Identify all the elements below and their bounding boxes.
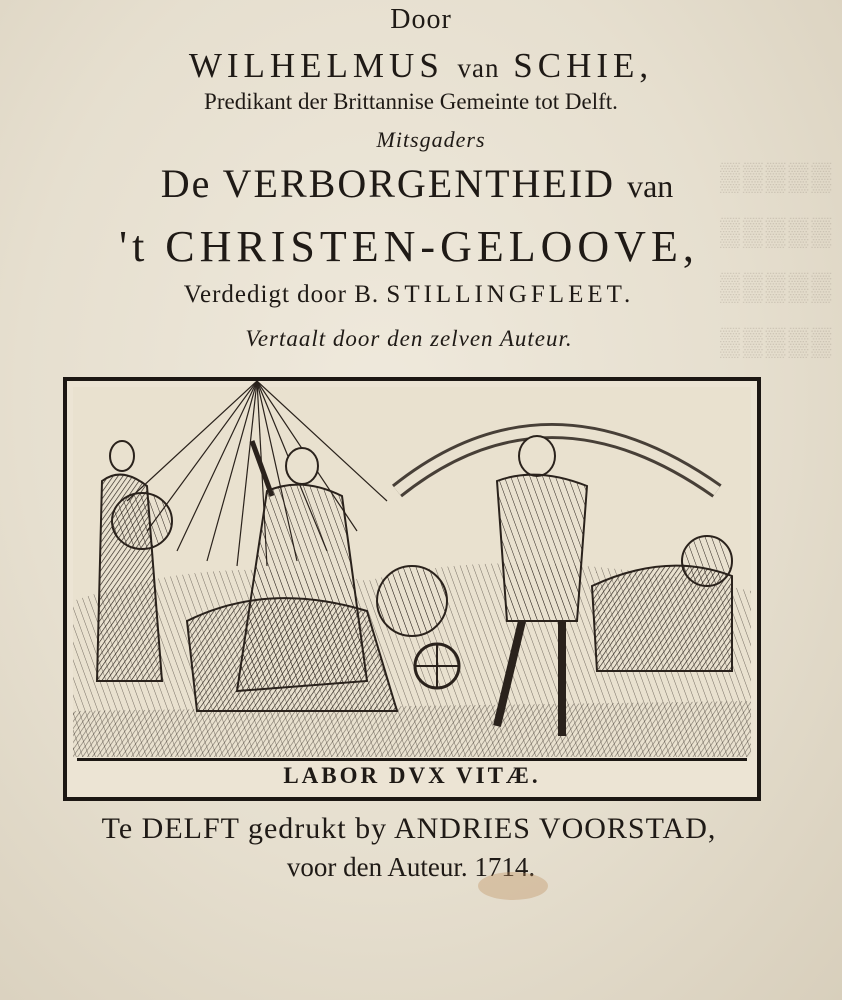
wheel (415, 644, 459, 688)
title-line-2: 't CHRISTEN-GELOOVE, (119, 222, 699, 271)
imprint-line-1 (0, 812, 830, 846)
paper-stain (478, 872, 548, 900)
translated-line: Vertaalt door den zelven Auteur. (245, 326, 573, 351)
author-van: van (457, 53, 500, 83)
defender-name: STILLINGFLEET. (386, 281, 635, 308)
title-line-1 (0, 160, 838, 207)
defended-line (0, 281, 830, 309)
imprint-printer: ANDRIES VOORSTAD, (393, 812, 717, 845)
title-van: van (627, 168, 674, 204)
author-line (0, 46, 842, 86)
author-role: Predikant der Brittannise Gemeinte tot Delft. (204, 89, 618, 114)
imprint-year: 1714. (474, 852, 536, 882)
woodcut-scene (67, 381, 757, 797)
defended-prefix: Verdedigt door B. (183, 281, 380, 308)
imprint-printed-by: gedrukt by (247, 812, 388, 845)
title-de: De (160, 161, 212, 206)
author-last-name: SCHIE, (513, 46, 654, 85)
imprint-place: Te DELFT (101, 812, 240, 845)
title-main: VERBORGENTHEID (222, 161, 616, 206)
imprint-for-author: voor den Auteur. (286, 852, 468, 882)
mitsgaders-line: Mitsgaders (376, 127, 486, 152)
woodcut-motto: LABOR DVX VITÆ. (77, 758, 747, 791)
door-line: Door (390, 4, 452, 35)
bleed-through-text: ▒▒▒▒▒ ▒▒▒▒▒ ▒▒▒▒▒ ▒▒▒▒▒ (720, 162, 835, 358)
author-first-name: WILHELMUS (188, 46, 444, 85)
imprint-line-2 (0, 852, 832, 883)
woodcut-illustration (63, 377, 761, 801)
